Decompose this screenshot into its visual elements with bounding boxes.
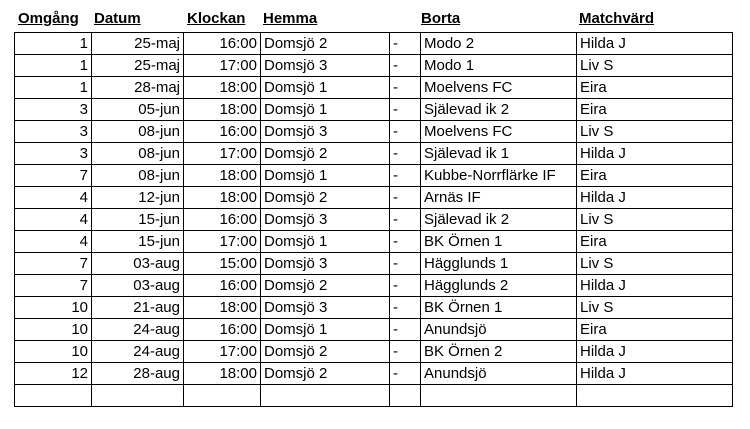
cell-hemma[interactable]: Domsjö 1 [261, 165, 390, 187]
cell-datum[interactable]: 24-aug [92, 341, 184, 363]
table-row [15, 33, 733, 55]
cell-omgang[interactable]: 1 [15, 55, 92, 77]
cell-omgang[interactable]: 4 [15, 187, 92, 209]
cell-borta[interactable]: Kubbe-Norrflärke IF [421, 165, 577, 187]
table-row [15, 297, 733, 319]
cell-matchvard[interactable]: Hilda J [577, 33, 733, 55]
cell-borta[interactable]: BK Örnen 1 [421, 231, 577, 253]
cell-hemma[interactable]: Domsjö 2 [261, 143, 390, 165]
cell-borta[interactable]: Själevad ik 1 [421, 143, 577, 165]
cell-separator[interactable]: - [390, 99, 421, 121]
cell-borta[interactable]: Hägglunds 2 [421, 275, 577, 297]
cell-klockan[interactable]: 16:00 [184, 319, 261, 341]
cell-klockan[interactable]: 17:00 [184, 341, 261, 363]
cell-separator[interactable]: - [390, 33, 421, 55]
cell-matchvard[interactable]: Eira [577, 319, 733, 341]
cell-datum[interactable]: 05-jun [92, 99, 184, 121]
cell-hemma[interactable] [261, 385, 390, 407]
cell-matchvard[interactable]: Eira [577, 99, 733, 121]
cell-omgang[interactable]: 12 [15, 363, 92, 385]
cell-klockan[interactable]: 18:00 [184, 187, 261, 209]
cell-separator[interactable] [390, 385, 421, 407]
cell-matchvard[interactable]: Hilda J [577, 187, 733, 209]
cell-omgang[interactable]: 10 [15, 297, 92, 319]
cell-omgang[interactable]: 3 [15, 121, 92, 143]
cell-hemma[interactable]: Domsjö 3 [261, 297, 390, 319]
cell-matchvard[interactable]: Hilda J [577, 341, 733, 363]
cell-matchvard[interactable]: Liv S [577, 253, 733, 275]
cell-matchvard[interactable]: Hilda J [577, 275, 733, 297]
table-row [15, 231, 733, 253]
cell-klockan[interactable]: 17:00 [184, 231, 261, 253]
table-row [15, 209, 733, 231]
cell-separator[interactable]: - [390, 319, 421, 341]
cell-omgang[interactable]: 4 [15, 231, 92, 253]
table-row [15, 99, 733, 121]
cell-borta[interactable]: Moelvens FC [421, 77, 577, 99]
cell-hemma[interactable]: Domsjö 1 [261, 231, 390, 253]
cell-datum[interactable]: 25-maj [92, 33, 184, 55]
cell-hemma[interactable]: Domsjö 1 [261, 77, 390, 99]
cell-borta[interactable]: Själevad ik 2 [421, 99, 577, 121]
cell-hemma[interactable]: Domsjö 3 [261, 121, 390, 143]
cell-omgang[interactable]: 10 [15, 341, 92, 363]
schedule-table [14, 32, 733, 407]
table-row [15, 275, 733, 297]
cell-separator[interactable]: - [390, 77, 421, 99]
header-datum: Datum [94, 10, 141, 27]
table-row [15, 341, 733, 363]
cell-datum[interactable]: 24-aug [92, 319, 184, 341]
cell-omgang[interactable]: 7 [15, 253, 92, 275]
cell-matchvard[interactable]: Liv S [577, 297, 733, 319]
cell-hemma[interactable]: Domsjö 2 [261, 363, 390, 385]
cell-klockan[interactable]: 18:00 [184, 165, 261, 187]
table-row [15, 319, 733, 341]
header-borta: Borta [421, 10, 461, 27]
cell-separator[interactable]: - [390, 363, 421, 385]
cell-hemma[interactable]: Domsjö 3 [261, 55, 390, 77]
cell-borta[interactable] [421, 385, 577, 407]
cell-klockan[interactable]: 18:00 [184, 77, 261, 99]
cell-klockan[interactable]: 17:00 [184, 55, 261, 77]
cell-omgang[interactable]: 3 [15, 99, 92, 121]
cell-matchvard[interactable] [577, 385, 733, 407]
cell-separator[interactable]: - [390, 275, 421, 297]
cell-datum[interactable] [92, 385, 184, 407]
cell-datum[interactable]: 12-jun [92, 187, 184, 209]
table-row [15, 143, 733, 165]
cell-omgang[interactable]: 3 [15, 143, 92, 165]
cell-klockan[interactable]: 18:00 [184, 99, 261, 121]
cell-matchvard[interactable]: Eira [577, 231, 733, 253]
cell-borta[interactable]: BK Örnen 2 [421, 341, 577, 363]
cell-datum[interactable]: 15-jun [92, 209, 184, 231]
cell-omgang[interactable]: 1 [15, 77, 92, 99]
cell-separator[interactable]: - [390, 55, 421, 77]
cell-borta[interactable]: Anundsjö [421, 319, 577, 341]
cell-omgang[interactable]: 1 [15, 33, 92, 55]
cell-matchvard[interactable]: Hilda J [577, 143, 733, 165]
cell-datum[interactable]: 08-jun [92, 143, 184, 165]
cell-borta[interactable]: Hägglunds 1 [421, 253, 577, 275]
cell-klockan[interactable]: 18:00 [184, 297, 261, 319]
cell-separator[interactable]: - [390, 187, 421, 209]
cell-separator[interactable]: - [390, 341, 421, 363]
table-row [15, 121, 733, 143]
table-row [15, 165, 733, 187]
cell-datum[interactable]: 28-aug [92, 363, 184, 385]
cell-borta[interactable]: Arnäs IF [421, 187, 577, 209]
cell-klockan[interactable] [184, 385, 261, 407]
cell-borta[interactable]: Själevad ik 2 [421, 209, 577, 231]
header-hemma: Hemma [263, 10, 318, 27]
cell-matchvard[interactable]: Liv S [577, 209, 733, 231]
cell-omgang[interactable] [15, 385, 92, 407]
cell-datum[interactable]: 08-jun [92, 165, 184, 187]
cell-hemma[interactable]: Domsjö 2 [261, 187, 390, 209]
cell-hemma[interactable]: Domsjö 3 [261, 209, 390, 231]
cell-borta[interactable]: Anundsjö [421, 363, 577, 385]
table-row [15, 253, 733, 275]
cell-omgang[interactable]: 4 [15, 209, 92, 231]
cell-borta[interactable]: Moelvens FC [421, 121, 577, 143]
cell-separator[interactable]: - [390, 121, 421, 143]
cell-matchvard[interactable]: Liv S [577, 121, 733, 143]
cell-borta[interactable]: Modo 2 [421, 33, 577, 55]
header-matchvard: Matchvärd [579, 10, 655, 27]
table-row [15, 385, 733, 407]
cell-hemma[interactable]: Domsjö 2 [261, 33, 390, 55]
cell-klockan[interactable]: 16:00 [184, 121, 261, 143]
cell-separator[interactable]: - [390, 209, 421, 231]
cell-matchvard[interactable]: Eira [577, 77, 733, 99]
cell-separator[interactable]: - [390, 253, 421, 275]
cell-matchvard[interactable]: Eira [577, 165, 733, 187]
table-row [15, 55, 733, 77]
header-omgang: Omgång [18, 10, 79, 27]
cell-hemma[interactable]: Domsjö 2 [261, 275, 390, 297]
cell-hemma[interactable]: Domsjö 1 [261, 99, 390, 121]
cell-borta[interactable]: BK Örnen 1 [421, 297, 577, 319]
cell-klockan[interactable]: 16:00 [184, 275, 261, 297]
cell-klockan[interactable]: 18:00 [184, 363, 261, 385]
cell-matchvard[interactable]: Hilda J [577, 363, 733, 385]
cell-hemma[interactable]: Domsjö 2 [261, 341, 390, 363]
cell-klockan[interactable]: 15:00 [184, 253, 261, 275]
header-klockan: Klockan [187, 10, 246, 27]
cell-datum[interactable]: 03-aug [92, 275, 184, 297]
cell-hemma[interactable]: Domsjö 3 [261, 253, 390, 275]
cell-omgang[interactable]: 7 [15, 165, 92, 187]
cell-klockan[interactable]: 16:00 [184, 209, 261, 231]
cell-klockan[interactable]: 17:00 [184, 143, 261, 165]
cell-datum[interactable]: 25-maj [92, 55, 184, 77]
cell-hemma[interactable]: Domsjö 1 [261, 319, 390, 341]
cell-omgang[interactable]: 7 [15, 275, 92, 297]
schedule-rows [15, 33, 733, 407]
cell-datum[interactable]: 08-jun [92, 121, 184, 143]
cell-datum[interactable]: 28-maj [92, 77, 184, 99]
cell-datum[interactable]: 03-aug [92, 253, 184, 275]
cell-borta[interactable]: Modo 1 [421, 55, 577, 77]
table-row [15, 77, 733, 99]
cell-matchvard[interactable]: Liv S [577, 55, 733, 77]
cell-separator[interactable]: - [390, 297, 421, 319]
table-row [15, 187, 733, 209]
cell-separator[interactable]: - [390, 143, 421, 165]
cell-separator[interactable]: - [390, 231, 421, 253]
cell-omgang[interactable]: 10 [15, 319, 92, 341]
cell-datum[interactable]: 15-jun [92, 231, 184, 253]
table-row [15, 363, 733, 385]
cell-separator[interactable]: - [390, 165, 421, 187]
cell-klockan[interactable]: 16:00 [184, 33, 261, 55]
cell-datum[interactable]: 21-aug [92, 297, 184, 319]
